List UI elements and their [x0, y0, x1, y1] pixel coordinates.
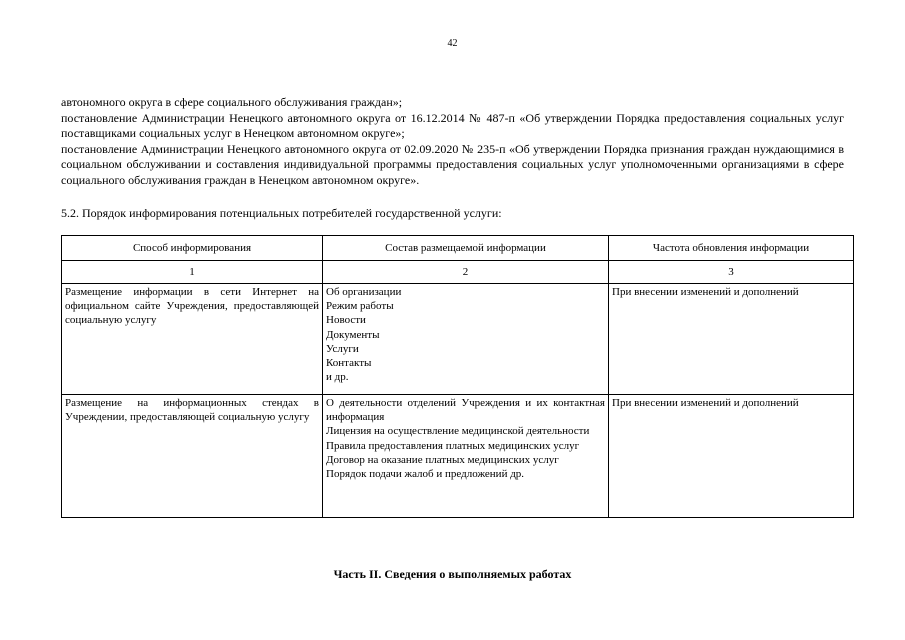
intro-paragraph: автономного округа в сфере социального обслуживания граждан»;: [61, 95, 403, 109]
column-header: Частота обновления информации: [609, 236, 854, 261]
content-item: и др.: [326, 371, 349, 384]
content-item: Документы: [326, 328, 380, 341]
intro-paragraph: постановление Администрации Ненецкого автономного округа от 16.12.2014 № 487-п «Об утверждении Порядка предоставления социальных услуг поставщиками социальных услуг в Ненецком автономном округе»;: [61, 110, 844, 140]
content-item: О деятельности отделений Учреждения и их контактная информация: [326, 397, 605, 424]
part-heading: Часть II. Сведения о выполняемых работах: [333, 567, 572, 581]
content-item: Лицензия на осуществление медицинской деятельности: [326, 425, 590, 438]
method-cell: Размещение информации в сети Интернет на официальном сайте Учреждения, предоставляющей социальную услугу: [62, 284, 323, 395]
column-number: 2: [323, 261, 609, 284]
content-item: Правила предоставления платных медицинских услуг: [326, 439, 580, 452]
column-header: Способ информирования: [62, 236, 323, 261]
column-number: 3: [609, 261, 854, 284]
intro-paragraph: постановление Администрации Ненецкого автономного округа от 02.09.2020 № 235-п «Об утверждении Порядка признания граждан нуждающимися в социальном обслуживании и составления индивидуальной программы предоставления социальных услуг уполномоченными организациями в сфере социального обслуживания граждан в Ненецком автономном округе».: [61, 141, 844, 187]
content-cell: [323, 395, 609, 518]
page-number: 42: [447, 38, 458, 49]
column-number-row: [62, 261, 854, 284]
content-item: Режим работы: [326, 300, 394, 313]
content-item: Новости: [326, 314, 366, 327]
intro-text: [61, 95, 844, 188]
content-item: Услуги: [326, 342, 359, 355]
section-heading: 5.2. Порядок информирования потенциальных потребителей государственной услуги:: [61, 206, 502, 220]
content-item: Договор на оказание платных медицинских услуг: [326, 453, 559, 466]
column-header: Состав размещаемой информации: [323, 236, 609, 261]
frequency-cell: При внесении изменений и дополнений: [609, 395, 854, 518]
table-header-row: [62, 236, 854, 261]
content-item: Контакты: [326, 357, 372, 370]
content-cell: [323, 284, 609, 395]
content-item: Об организации: [326, 286, 402, 298]
information-table: [61, 235, 854, 518]
method-cell: Размещение на информационных стендах в Учреждении, предоставляющей социальную услугу: [62, 395, 323, 518]
table-row: [62, 395, 854, 518]
table-row: [62, 284, 854, 395]
content-item: Порядок подачи жалоб и предложений др.: [326, 468, 525, 481]
frequency-cell: При внесении изменений и дополнений: [609, 284, 854, 395]
column-number: 1: [62, 261, 323, 284]
